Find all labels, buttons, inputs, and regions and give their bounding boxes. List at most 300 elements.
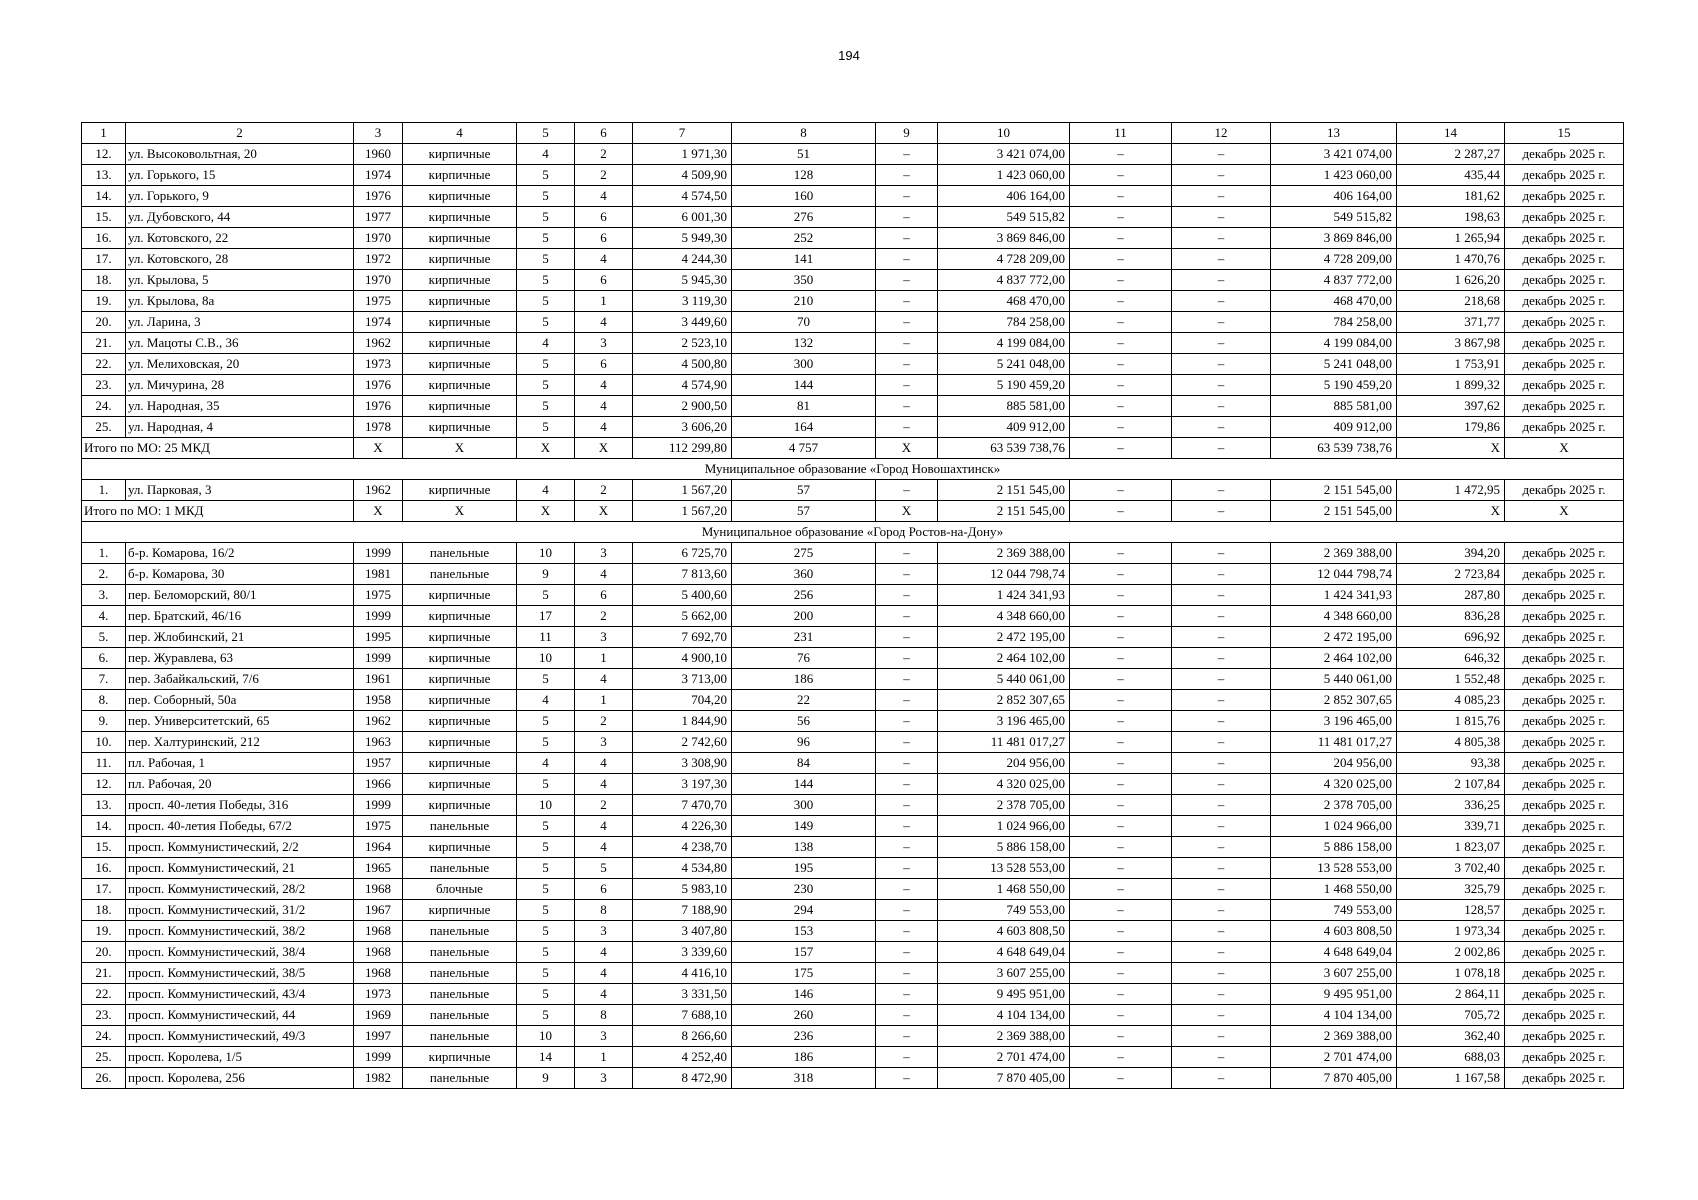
table-row <box>82 249 1624 270</box>
table-row <box>82 627 1624 648</box>
table-cell: 4 <box>575 942 633 963</box>
table-cell: 2 <box>575 165 633 186</box>
table-cell: декабрь 2025 г. <box>1505 879 1624 900</box>
table-cell: – <box>876 480 938 501</box>
table-cell: – <box>876 291 938 312</box>
table-row <box>82 396 1624 417</box>
table-cell: 3 449,60 <box>633 312 732 333</box>
table-cell: – <box>1070 921 1172 942</box>
table-cell: 5 <box>517 837 575 858</box>
total-cell: 1 567,20 <box>633 501 732 522</box>
total-cell: Х <box>876 501 938 522</box>
table-cell: – <box>876 648 938 669</box>
table-cell: панельные <box>403 564 517 585</box>
table-cell: 1970 <box>354 228 403 249</box>
table-cell: 397,62 <box>1397 396 1505 417</box>
table-cell: 2 <box>575 795 633 816</box>
table-cell: – <box>1070 1068 1172 1089</box>
table-cell: 4 900,10 <box>633 648 732 669</box>
column-number-cell: 6 <box>575 123 633 144</box>
table-cell: 1 424 341,93 <box>1271 585 1397 606</box>
table-cell: кирпичные <box>403 396 517 417</box>
table-cell: 195 <box>732 858 876 879</box>
table-cell: – <box>1070 270 1172 291</box>
table-cell: 12. <box>82 144 126 165</box>
table-cell: 300 <box>732 795 876 816</box>
table-cell: 705,72 <box>1397 1005 1505 1026</box>
table-cell: 175 <box>732 963 876 984</box>
table-cell: – <box>1172 1047 1271 1068</box>
table-cell: 1 <box>575 1047 633 1068</box>
table-cell: – <box>1070 690 1172 711</box>
table-cell: панельные <box>403 858 517 879</box>
table-cell: декабрь 2025 г. <box>1505 795 1624 816</box>
table-cell: 3 331,50 <box>633 984 732 1005</box>
table-cell: 186 <box>732 669 876 690</box>
table-cell: 1 823,07 <box>1397 837 1505 858</box>
table-cell: – <box>1070 375 1172 396</box>
table-cell: декабрь 2025 г. <box>1505 921 1624 942</box>
table-cell: 4 <box>575 984 633 1005</box>
table-cell: 11. <box>82 753 126 774</box>
column-number-cell: 15 <box>1505 123 1624 144</box>
table-cell: 4 805,38 <box>1397 732 1505 753</box>
table-cell: кирпичные <box>403 1047 517 1068</box>
table-cell: ул. Дубовского, 44 <box>126 207 354 228</box>
table-cell: панельные <box>403 543 517 564</box>
table-cell: 2 287,27 <box>1397 144 1505 165</box>
table-cell: 5 <box>517 249 575 270</box>
table-cell: 4 837 772,00 <box>1271 270 1397 291</box>
table-cell: 2 852 307,65 <box>1271 690 1397 711</box>
table-cell: 2 369 388,00 <box>1271 1026 1397 1047</box>
table-cell: 15. <box>82 207 126 228</box>
table-cell: 1978 <box>354 417 403 438</box>
table-cell: 2 864,11 <box>1397 984 1505 1005</box>
table-cell: – <box>1172 564 1271 585</box>
table-cell: 5 <box>517 816 575 837</box>
table-cell: ул. Горького, 15 <box>126 165 354 186</box>
table-cell: ул. Котовского, 22 <box>126 228 354 249</box>
table-cell: декабрь 2025 г. <box>1505 606 1624 627</box>
table-cell: 141 <box>732 249 876 270</box>
table-cell: – <box>876 543 938 564</box>
table-cell: 4 <box>517 333 575 354</box>
table-row <box>82 711 1624 732</box>
table-row <box>82 942 1624 963</box>
table-cell: 1962 <box>354 711 403 732</box>
table-cell: – <box>1172 984 1271 1005</box>
table-cell: – <box>1172 207 1271 228</box>
table-cell: ул. Мелиховская, 20 <box>126 354 354 375</box>
table-cell: – <box>1172 417 1271 438</box>
table-cell: декабрь 2025 г. <box>1505 585 1624 606</box>
table-cell: 4 574,50 <box>633 186 732 207</box>
table-cell: просп. Коммунистический, 44 <box>126 1005 354 1026</box>
table-cell: 3 713,00 <box>633 669 732 690</box>
total-cell: 57 <box>732 501 876 522</box>
table-cell: 1974 <box>354 312 403 333</box>
table-cell: 1 167,58 <box>1397 1068 1505 1089</box>
table-cell: – <box>1070 900 1172 921</box>
table-cell: 5 <box>517 375 575 396</box>
table-cell: кирпичные <box>403 417 517 438</box>
table-cell: – <box>1172 375 1271 396</box>
table-cell: 318 <box>732 1068 876 1089</box>
table-cell: декабрь 2025 г. <box>1505 648 1624 669</box>
table-cell: 2 <box>575 480 633 501</box>
table-cell: – <box>1070 585 1172 606</box>
table-cell: 2 <box>575 144 633 165</box>
table-cell: – <box>1172 669 1271 690</box>
table-cell: 468 470,00 <box>938 291 1070 312</box>
table-cell: 2 151 545,00 <box>1271 480 1397 501</box>
table-cell: 1967 <box>354 900 403 921</box>
table-cell: 4 252,40 <box>633 1047 732 1068</box>
table-cell: 93,38 <box>1397 753 1505 774</box>
table-cell: 3 407,80 <box>633 921 732 942</box>
table-cell: 70 <box>732 312 876 333</box>
table-cell: просп. Королева, 1/5 <box>126 1047 354 1068</box>
table-cell: просп. Коммунистический, 21 <box>126 858 354 879</box>
table-cell: 14. <box>82 186 126 207</box>
table-cell: 2 701 474,00 <box>1271 1047 1397 1068</box>
table-cell: 7 692,70 <box>633 627 732 648</box>
table-cell: – <box>876 312 938 333</box>
section-header-row <box>82 522 1624 543</box>
table-cell: панельные <box>403 816 517 837</box>
table-cell: 2 523,10 <box>633 333 732 354</box>
table-cell: 3 869 846,00 <box>938 228 1070 249</box>
table-cell: декабрь 2025 г. <box>1505 165 1624 186</box>
table-cell: декабрь 2025 г. <box>1505 1047 1624 1068</box>
table-cell: 435,44 <box>1397 165 1505 186</box>
table-cell: 749 553,00 <box>938 900 1070 921</box>
section-header-row <box>82 459 1624 480</box>
table-cell: 21. <box>82 333 126 354</box>
table-cell: пер. Халтуринский, 212 <box>126 732 354 753</box>
table-cell: 1 472,95 <box>1397 480 1505 501</box>
table-cell: 688,03 <box>1397 1047 1505 1068</box>
table-cell: 1 078,18 <box>1397 963 1505 984</box>
table-cell: 1962 <box>354 480 403 501</box>
table-cell: – <box>876 1005 938 1026</box>
table-cell: – <box>1070 396 1172 417</box>
table-cell: 4 <box>575 564 633 585</box>
table-cell: 22. <box>82 354 126 375</box>
table-cell: 3 <box>575 732 633 753</box>
table-cell: 20. <box>82 942 126 963</box>
table-cell: 2 107,84 <box>1397 774 1505 795</box>
table-cell: декабрь 2025 г. <box>1505 354 1624 375</box>
table-cell: 24. <box>82 1026 126 1047</box>
table-row <box>82 333 1624 354</box>
table-cell: 4 837 772,00 <box>938 270 1070 291</box>
table-cell: 1973 <box>354 984 403 1005</box>
table-cell: 1966 <box>354 774 403 795</box>
table-cell: 2 701 474,00 <box>938 1047 1070 1068</box>
table-cell: 5 <box>517 732 575 753</box>
table-cell: 1 753,91 <box>1397 354 1505 375</box>
table-cell: 5 <box>517 585 575 606</box>
table-cell: 1 024 966,00 <box>938 816 1070 837</box>
table-cell: ул. Горького, 9 <box>126 186 354 207</box>
table-cell: – <box>1172 543 1271 564</box>
table-cell: 1 971,30 <box>633 144 732 165</box>
table-cell: 784 258,00 <box>1271 312 1397 333</box>
table-cell: 17 <box>517 606 575 627</box>
table-cell: – <box>876 753 938 774</box>
table-cell: 4 534,80 <box>633 858 732 879</box>
table-cell: 1999 <box>354 606 403 627</box>
table-cell: декабрь 2025 г. <box>1505 270 1624 291</box>
table-cell: 144 <box>732 774 876 795</box>
table-cell: 836,28 <box>1397 606 1505 627</box>
table-cell: 13 528 553,00 <box>1271 858 1397 879</box>
table-cell: 5 440 061,00 <box>1271 669 1397 690</box>
table-cell: 4 <box>575 396 633 417</box>
table-cell: 5. <box>82 627 126 648</box>
table-cell: декабрь 2025 г. <box>1505 228 1624 249</box>
column-number-cell: 11 <box>1070 123 1172 144</box>
table-cell: декабрь 2025 г. <box>1505 375 1624 396</box>
table-row <box>82 732 1624 753</box>
table-cell: – <box>876 1047 938 1068</box>
table-cell: 23. <box>82 375 126 396</box>
column-number-cell: 7 <box>633 123 732 144</box>
table-cell: 3 607 255,00 <box>1271 963 1397 984</box>
table-cell: 4 <box>575 669 633 690</box>
table-cell: – <box>876 270 938 291</box>
table-cell: ул. Котовского, 28 <box>126 249 354 270</box>
table-cell: 360 <box>732 564 876 585</box>
table-cell: – <box>1172 711 1271 732</box>
table-cell: – <box>1172 480 1271 501</box>
table-cell: 1 815,76 <box>1397 711 1505 732</box>
table-cell: 164 <box>732 417 876 438</box>
table-row <box>82 354 1624 375</box>
table-cell: – <box>1070 858 1172 879</box>
table-cell: – <box>1070 669 1172 690</box>
table-cell: 5 <box>517 291 575 312</box>
table-cell: 5 <box>517 711 575 732</box>
table-cell: 4 244,30 <box>633 249 732 270</box>
table-cell: 153 <box>732 921 876 942</box>
table-cell: 56 <box>732 711 876 732</box>
table-cell: 1999 <box>354 648 403 669</box>
table-cell: 4 085,23 <box>1397 690 1505 711</box>
table-row <box>82 543 1624 564</box>
table-cell: 4 320 025,00 <box>938 774 1070 795</box>
table-cell: – <box>1070 963 1172 984</box>
table-cell: 2 472 195,00 <box>938 627 1070 648</box>
column-number-cell: 13 <box>1271 123 1397 144</box>
table-cell: – <box>876 879 938 900</box>
table-cell: – <box>1172 333 1271 354</box>
table-cell: 57 <box>732 480 876 501</box>
table-cell: – <box>1172 606 1271 627</box>
table-cell: – <box>876 585 938 606</box>
table-cell: 22. <box>82 984 126 1005</box>
table-cell: 2 <box>575 606 633 627</box>
table-cell: 2 378 705,00 <box>1271 795 1397 816</box>
table-cell: 3 <box>575 627 633 648</box>
column-number-cell: 1 <box>82 123 126 144</box>
table-cell: – <box>876 774 938 795</box>
table-cell: – <box>1070 879 1172 900</box>
total-cell: – <box>1172 501 1271 522</box>
table-cell: 1 973,34 <box>1397 921 1505 942</box>
table-cell: 2 723,84 <box>1397 564 1505 585</box>
table-cell: 1 <box>575 648 633 669</box>
table-cell: 146 <box>732 984 876 1005</box>
table-row <box>82 858 1624 879</box>
table-cell: 8 472,90 <box>633 1068 732 1089</box>
table-row <box>82 291 1624 312</box>
table-cell: пл. Рабочая, 1 <box>126 753 354 774</box>
table-cell: декабрь 2025 г. <box>1505 984 1624 1005</box>
table-cell: панельные <box>403 1068 517 1089</box>
table-cell: декабрь 2025 г. <box>1505 333 1624 354</box>
table-cell: 1997 <box>354 1026 403 1047</box>
table-cell: ул. Крылова, 8а <box>126 291 354 312</box>
table-cell: просп. Коммунистический, 38/2 <box>126 921 354 942</box>
table-cell: – <box>1070 732 1172 753</box>
table-cell: 294 <box>732 900 876 921</box>
table-cell: 7. <box>82 669 126 690</box>
table-cell: ул. Народная, 4 <box>126 417 354 438</box>
table-cell: – <box>876 711 938 732</box>
table-cell: 549 515,82 <box>938 207 1070 228</box>
table-cell: 4 <box>517 480 575 501</box>
table-cell: декабрь 2025 г. <box>1505 732 1624 753</box>
table-cell: 1968 <box>354 879 403 900</box>
table-cell: 1 423 060,00 <box>938 165 1070 186</box>
table-cell: 7 688,10 <box>633 1005 732 1026</box>
table-cell: 11 481 017,27 <box>1271 732 1397 753</box>
table-cell: 128,57 <box>1397 900 1505 921</box>
table-cell: декабрь 2025 г. <box>1505 774 1624 795</box>
table-cell: 3 421 074,00 <box>938 144 1070 165</box>
table-cell: 4 238,70 <box>633 837 732 858</box>
table-row <box>82 1047 1624 1068</box>
total-cell: 4 757 <box>732 438 876 459</box>
table-cell: – <box>876 837 938 858</box>
table-cell: 9 495 951,00 <box>938 984 1070 1005</box>
table-cell: 4 603 808,50 <box>938 921 1070 942</box>
table-cell: просп. 40-летия Победы, 67/2 <box>126 816 354 837</box>
table-cell: 231 <box>732 627 876 648</box>
table-cell: 1999 <box>354 543 403 564</box>
column-number-cell: 10 <box>938 123 1070 144</box>
table-cell: 6 <box>575 270 633 291</box>
table-cell: пер. Университетский, 65 <box>126 711 354 732</box>
table-cell: 3 196 465,00 <box>938 711 1070 732</box>
table-cell: декабрь 2025 г. <box>1505 186 1624 207</box>
table-cell: панельные <box>403 1005 517 1026</box>
table-cell: 4 648 649,04 <box>1271 942 1397 963</box>
total-row <box>82 438 1624 459</box>
table-cell: 362,40 <box>1397 1026 1505 1047</box>
table-cell: 1975 <box>354 291 403 312</box>
table-cell: 300 <box>732 354 876 375</box>
table-cell: 3 <box>575 333 633 354</box>
table-cell: декабрь 2025 г. <box>1505 144 1624 165</box>
table-cell: 260 <box>732 1005 876 1026</box>
table-cell: 5 886 158,00 <box>938 837 1070 858</box>
table-cell: просп. 40-летия Победы, 316 <box>126 795 354 816</box>
table-cell: 409 912,00 <box>938 417 1070 438</box>
table-cell: декабрь 2025 г. <box>1505 963 1624 984</box>
table-cell: 2 464 102,00 <box>938 648 1070 669</box>
table-cell: 24. <box>82 396 126 417</box>
column-number-header-row <box>82 123 1624 144</box>
table-cell: 5 190 459,20 <box>1271 375 1397 396</box>
table-cell: – <box>1172 690 1271 711</box>
table-cell: 8 <box>575 900 633 921</box>
table-cell: 784 258,00 <box>938 312 1070 333</box>
table-cell: 885 581,00 <box>1271 396 1397 417</box>
table-cell: пл. Рабочая, 20 <box>126 774 354 795</box>
table-cell: 76 <box>732 648 876 669</box>
table-cell: – <box>1172 312 1271 333</box>
table-cell: кирпичные <box>403 375 517 396</box>
table-cell: 14. <box>82 816 126 837</box>
total-cell: Х <box>575 438 633 459</box>
total-label: Итого по МО: 1 МКД <box>82 501 354 522</box>
table-cell: 350 <box>732 270 876 291</box>
table-cell: пер. Соборный, 50а <box>126 690 354 711</box>
table-cell: – <box>1172 921 1271 942</box>
table-cell: 3 197,30 <box>633 774 732 795</box>
table-row <box>82 144 1624 165</box>
table-cell: 230 <box>732 879 876 900</box>
total-cell: 2 151 545,00 <box>938 501 1070 522</box>
table-cell: – <box>1070 984 1172 1005</box>
table-cell: декабрь 2025 г. <box>1505 207 1624 228</box>
table-cell: 4 348 660,00 <box>1271 606 1397 627</box>
table-cell: – <box>876 417 938 438</box>
table-cell: 7 813,60 <box>633 564 732 585</box>
table-cell: – <box>1172 585 1271 606</box>
table-cell: 5 <box>517 207 575 228</box>
table-cell: кирпичные <box>403 144 517 165</box>
table-cell: кирпичные <box>403 207 517 228</box>
table-cell: 749 553,00 <box>1271 900 1397 921</box>
table-cell: – <box>1070 795 1172 816</box>
table-cell: 7 870 405,00 <box>1271 1068 1397 1089</box>
table-cell: 13 528 553,00 <box>938 858 1070 879</box>
column-number-cell: 12 <box>1172 123 1271 144</box>
table-cell: 1 899,32 <box>1397 375 1505 396</box>
table-cell: декабрь 2025 г. <box>1505 1068 1624 1089</box>
table-cell: 3 <box>575 1026 633 1047</box>
table-cell: 1969 <box>354 1005 403 1026</box>
table-cell: – <box>1070 228 1172 249</box>
table-cell: – <box>876 690 938 711</box>
table-cell: 4 <box>575 312 633 333</box>
table-cell: 4 104 134,00 <box>938 1005 1070 1026</box>
table-cell: – <box>1172 774 1271 795</box>
table-cell: – <box>1070 564 1172 585</box>
table-cell: – <box>1172 1068 1271 1089</box>
table-cell: – <box>1070 144 1172 165</box>
table-cell: – <box>1070 711 1172 732</box>
table-cell: 5 <box>517 165 575 186</box>
table-cell: – <box>1172 942 1271 963</box>
table-cell: декабрь 2025 г. <box>1505 711 1624 732</box>
table-cell: 406 164,00 <box>1271 186 1397 207</box>
